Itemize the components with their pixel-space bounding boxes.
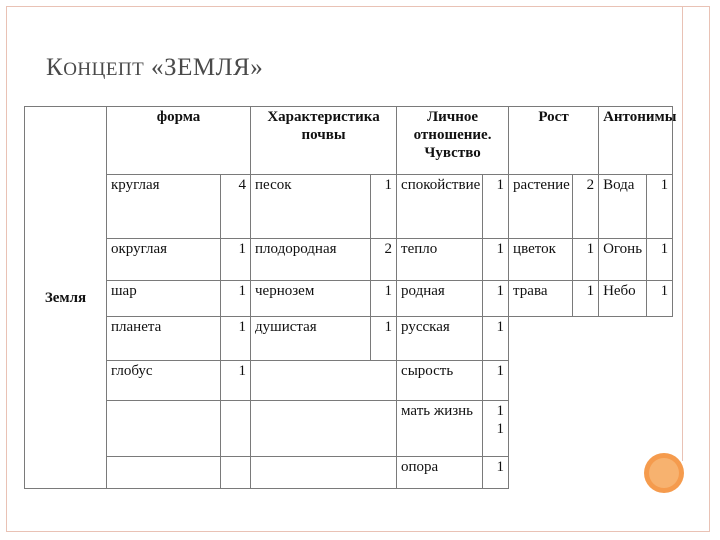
cell-feeling-count: 1 1 [483, 401, 509, 457]
cell-feeling: мать жизнь [397, 401, 483, 457]
concept-table [24, 106, 677, 489]
cell-forma: глобус [107, 361, 221, 401]
cell-forma-count-empty [221, 401, 251, 457]
cell-forma: круглая [107, 175, 221, 239]
cell-growth-count: 2 [573, 175, 599, 239]
title-first-letter: К [46, 54, 64, 81]
cell-growth-count: 1 [573, 281, 599, 317]
cell-antonym-count: 1 [647, 175, 673, 239]
cell-forma-empty [107, 457, 221, 489]
row-label: Земля [25, 107, 107, 489]
cell-growth-count: 1 [573, 239, 599, 281]
cell-forma-count: 4 [221, 175, 251, 239]
cell-soil-count: 1 [371, 281, 397, 317]
cell-feeling: тепло [397, 239, 483, 281]
cell-antonym: Вода [599, 175, 647, 239]
cell-feeling-count: 1 [483, 457, 509, 489]
cell-soil: душистая [251, 317, 371, 361]
cell-feeling-count: 1 [483, 281, 509, 317]
cell-soil-count: 2 [371, 239, 397, 281]
cell-feeling-count: 1 [483, 361, 509, 401]
slide-right-rule [682, 6, 683, 461]
cell-soil-empty [251, 361, 397, 401]
table-row [25, 239, 673, 281]
cell-feeling: спокойствие [397, 175, 483, 239]
cell-feeling: сырость [397, 361, 483, 401]
slide-title [46, 54, 263, 82]
header-row [25, 107, 673, 175]
title-small-caps: ОНЦЕПТ [63, 59, 145, 80]
header-soil: Характеристика почвы [251, 107, 397, 175]
cell-soil-empty [251, 401, 397, 457]
cell-growth: трава [509, 281, 573, 317]
cell-feeling-count: 1 [483, 317, 509, 361]
cell-forma-count: 1 [221, 361, 251, 401]
cell-growth: цветок [509, 239, 573, 281]
header-antonyms: Антонимы [599, 107, 673, 175]
cell-growth: растение [509, 175, 573, 239]
cell-soil-empty [251, 457, 397, 489]
cell-soil: чернозем [251, 281, 371, 317]
header-feeling: Личное отношение. Чувство [397, 107, 509, 175]
table-row [25, 175, 673, 239]
cell-soil: плодородная [251, 239, 371, 281]
cell-forma-empty [107, 401, 221, 457]
orange-circle-decoration [644, 453, 684, 493]
title-tail: «ЗЕМЛЯ» [144, 54, 264, 81]
cell-forma-count: 1 [221, 317, 251, 361]
cell-feeling-count: 1 [483, 239, 509, 281]
cell-antonym-count: 1 [647, 281, 673, 317]
cell-antonym: Небо [599, 281, 647, 317]
cell-forma: округлая [107, 239, 221, 281]
table-row [25, 317, 673, 361]
cell-soil-count: 1 [371, 317, 397, 361]
cell-feeling-count: 1 [483, 175, 509, 239]
cell-feeling: русская [397, 317, 483, 361]
cell-forma-count-empty [221, 457, 251, 489]
cell-antonym: Огонь [599, 239, 647, 281]
header-growth: Рост [509, 107, 599, 175]
cell-feeling: опора [397, 457, 483, 489]
cell-forma-count: 1 [221, 281, 251, 317]
cell-forma: планета [107, 317, 221, 361]
table-row [25, 281, 673, 317]
cell-soil-count: 1 [371, 175, 397, 239]
cell-forma: шар [107, 281, 221, 317]
cell-forma-count: 1 [221, 239, 251, 281]
cell-antonym-count: 1 [647, 239, 673, 281]
header-forma: форма [107, 107, 251, 175]
cell-feeling: родная [397, 281, 483, 317]
cell-soil: песок [251, 175, 371, 239]
